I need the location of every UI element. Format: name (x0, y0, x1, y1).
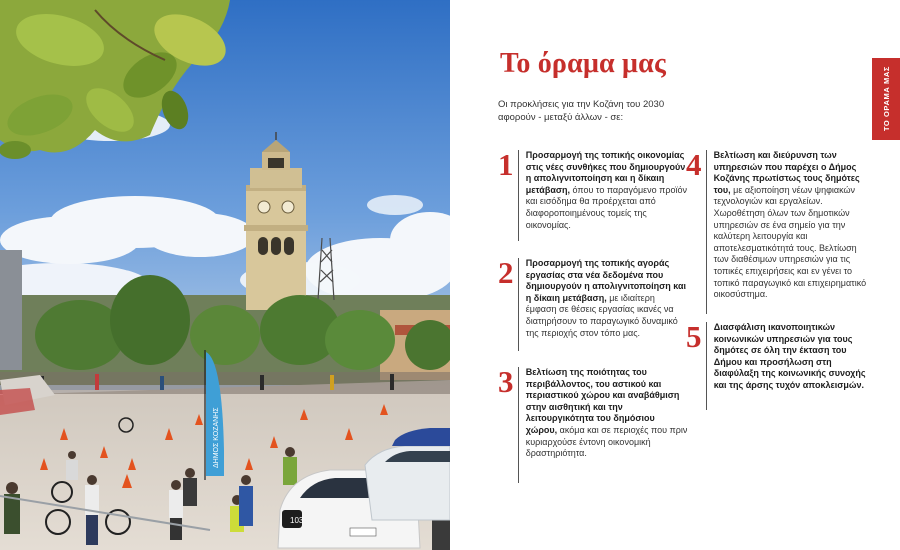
item-bold-text: Βελτίωση της ποιότητας του περιβάλλοντος, του αστικού και περιαστικού χώρου και αναβάθμιση στην αισθητική και την λειτουργικότητα του δημόσιου χώρου, (525, 367, 680, 435)
item-number: 4 (686, 147, 702, 182)
item-number: 3 (498, 364, 514, 399)
vision-page (450, 0, 900, 550)
building-left (0, 250, 22, 370)
side-tab-label: ΤΟ ΟΡΑΜΑ ΜΑΣ (881, 66, 891, 132)
challenge-item-5 (686, 319, 870, 410)
item-body-text: με ιδιαίτερη έμφαση σε θέσεις εργασίας ικανές να διατηρήσουν το παραγωγικό δυναμικό της περιοχής στον τόπο μας. (525, 292, 678, 338)
crowd (0, 372, 450, 394)
item-number: 1 (498, 147, 514, 182)
challenge-item-1 (498, 147, 688, 241)
section-side-tab[interactable] (872, 58, 900, 140)
item-number: 5 (686, 319, 702, 354)
intro-text: Οι προκλήσεις για την Κοζάνη του 2030 αφορούν - μεταξύ άλλων - σε: (498, 99, 665, 123)
item-text (714, 150, 870, 314)
item-text (526, 367, 688, 483)
challenge-item-3 (498, 364, 688, 483)
item-bold-text: Προσαρμογή της τοπικής αγοράς εργασίας στα νέα δεδομένα που δημιουργούν η απολιγνιτοποίηση και η δίκαιη μετάβαση, (525, 258, 687, 303)
item-body-text: με αξιοποίηση νέων ψηφιακών τεχνολογιών και εργαλείων. Χωροθέτηση όλων των δημοτικών υπηρεσιών σε ένα σημείο για την καλύτερη λειτουργία και αποτελεσματικότητά τους. Βελτίωση των διαθέσιμων υπηρεσιών για τις τοπικές επιχειρήσεις και εν γένει το τοπικό παραγωγικό και επιχειρηματικό οικοσύστημα. (713, 184, 867, 300)
item-bold-text: Βελτίωση και διεύρυνση των υπηρεσιών που παρέχει ο Δήμος Κοζάνης πρωτίστως τους δημότες του, (713, 150, 860, 195)
challenge-item-4 (686, 147, 870, 314)
item-text (526, 150, 688, 241)
item-bold-text: Προσαρμογή της τοπικής οικονομίας στις νέες συνθήκες που δημιουργούν η απολιγνιτοποίηση και η δίκαιη μετάβαση, (525, 150, 686, 195)
item-bold-text: Διασφάλιση ικανοποιητικών κοινωνικών υπηρεσιών για τους δημότες σε όλη την έκταση του Δήμου και προσήλωση στη διαφύλαξη της κοινωνικής συνοχής και της άρσης τυχόν αποκλεισμών. (713, 322, 866, 390)
challenge-item-2 (498, 255, 688, 351)
item-body-text: ακόμα και σε περιοχές που πριν κυριαρχούσε έντονη οικονομική δραστηριότητα. (525, 424, 688, 459)
banner-text: ΔΗΜΟΣ ΚΟΖΑΝΗΣ (213, 407, 220, 468)
item-text (526, 258, 688, 351)
item-body-text: όπου το παραγόμενο προϊόν και εισόδημα θα προέρχεται από διαφοροποιημένους τομείς της οικονομίας. (525, 184, 688, 230)
car-plate-number: 103 (290, 516, 304, 525)
item-text (714, 322, 870, 410)
page-title: Το όραμα μας (500, 48, 666, 79)
item-number: 2 (498, 255, 514, 290)
